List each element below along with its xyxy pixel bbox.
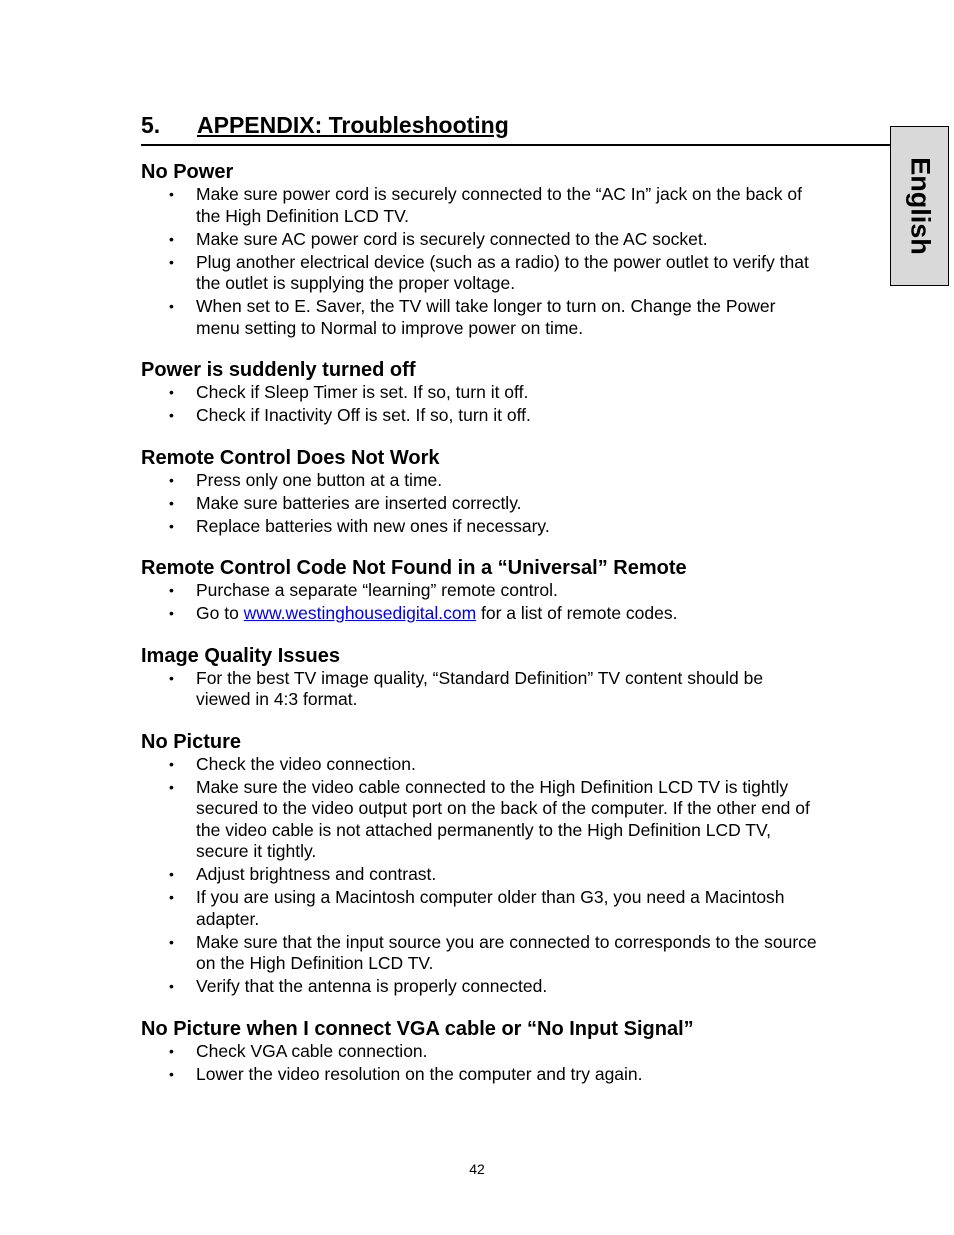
bullet-list [141,470,821,538]
list-item: • Make sure that the input source you are connected to corresponds to the source on the High Definition LCD TV. [141,932,821,975]
bullet-list [141,580,821,625]
list-item: • Check the video connection. [141,754,821,776]
section-heading: Remote Control Does Not Work [141,446,440,469]
section-heading: No Picture when I connect VGA cable or “No Input Signal” [141,1017,694,1040]
section-heading: Remote Control Code Not Found in a “Universal” Remote [141,557,687,579]
section-heading: No Power [141,161,234,183]
list-item: • Adjust brightness and contrast. [141,864,821,886]
list-item: • Plug another electrical device (such as a radio) to the power outlet to verify that the outlet is supplying the proper voltage. [141,252,821,295]
section-image-quality [141,644,821,711]
list-item: • Press only one button at a time. [141,470,821,492]
list-item: • Check VGA cable connection. [141,1041,821,1063]
section-heading: No Picture [141,730,242,753]
bullet-list [141,382,821,427]
list-item: • Purchase a separate “learning” remote control. [141,580,821,602]
language-tab-label: English [905,157,935,255]
list-item: • Check if Sleep Timer is set. If so, turn it off. [141,382,821,404]
chapter-title-text: APPENDIX: Troubleshooting [197,112,509,138]
list-item [141,603,821,625]
bullet-list [141,184,821,339]
list-item-prefix: Go to [196,603,244,623]
list-item: • Check if Inactivity Off is set. If so, turn it off. [141,405,821,427]
section-vga-no-signal [141,1017,821,1086]
list-item: • Make sure the video cable connected to the High Definition LCD TV is tightly secured to the video output port on the back of the computer. If the other end of the video cable is not attached permanently to the High Definition LCD TV, secure it tightly. [141,777,821,863]
bullet-list [141,754,821,998]
section-no-picture [141,730,821,998]
list-item-suffix: for a list of remote codes. [476,603,678,623]
title-rule [141,144,893,146]
list-item: • Replace batteries with new ones if necessary. [141,516,821,538]
website-link[interactable]: www.westinghousedigital.com [243,603,477,623]
list-item: • Make sure power cord is securely connected to the “AC In” jack on the back of the High Definition LCD TV. [141,184,821,227]
section-heading: Image Quality Issues [141,644,340,667]
list-item: • Verify that the antenna is properly connected. [141,976,821,998]
page-number: 42 [469,1161,485,1177]
bullet-list [141,668,821,711]
list-item: • Make sure AC power cord is securely connected to the AC socket. [141,229,821,251]
list-item: • For the best TV image quality, “Standard Definition” TV content should be viewed in 4:3 format. [141,668,821,711]
section-remote-code [141,556,821,625]
section-heading: Power is suddenly turned off [141,359,416,381]
chapter-title [141,112,509,139]
list-item: • When set to E. Saver, the TV will take longer to turn on. Change the Power menu setting to Normal to improve power on time. [141,296,821,339]
language-tab [890,126,949,286]
troubleshooting-content [141,160,821,1104]
list-item: • Make sure batteries are inserted correctly. [141,493,821,515]
list-item: • Lower the video resolution on the computer and try again. [141,1064,821,1086]
section-power-off [141,358,821,427]
list-item: • If you are using a Macintosh computer older than G3, you need a Macintosh adapter. [141,887,821,930]
bullet-list [141,1041,821,1086]
section-remote-not-work [141,446,821,538]
chapter-number: 5. [141,112,161,138]
section-no-power [141,160,821,339]
